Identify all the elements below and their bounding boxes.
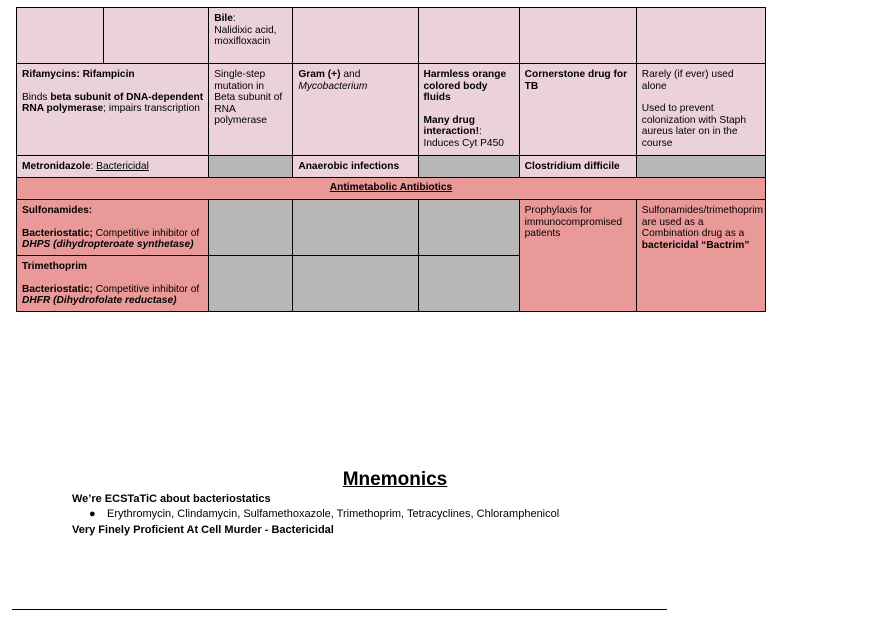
rifamycins-notes-cell [636,64,765,156]
trimethoprim-mechanism: Competitive inhibitor of [92,283,200,295]
sulfonamides-mechanism: Competitive inhibitor of [92,227,200,239]
trimethoprim-target: DHFR (Dihydrofolate reductase) [22,295,177,307]
antimetabolic-clinical-cell [519,200,636,312]
empty-cell [418,8,519,64]
metronidazole-spectrum: Anaerobic infections [298,161,400,172]
empty-cell [418,200,519,256]
trimethoprim-action: Bacteriostatic; [22,283,93,295]
rifamycins-note-2: Used to prevent colonization with Staph aureus later on in the course [641,103,746,149]
antimetabolic-notes-bold: bactericidal “Bactrim” [641,239,750,251]
empty-cell [519,8,636,64]
empty-cell [209,200,293,256]
rifamycins-mechanism-suffix: ; impairs transcription [103,103,200,115]
empty-cell [293,8,418,64]
rifamycins-spectrum-and: and [340,69,361,80]
rifamycins-clinical-use: Cornerstone drug for TB [524,69,628,92]
metronidazole-clinical-cell [519,156,636,178]
empty-cell [418,156,519,178]
metronidazole-action: Bactericidal [96,161,149,172]
antimetabolic-notes-cell [636,200,765,312]
mnemonic-bullet-item [89,508,559,520]
footer-divider [12,609,667,610]
antimetabolic-header-cell [17,178,766,200]
bile-cell: Bile: Nalidixic acid, moxifloxacin [209,8,293,64]
empty-cell [418,256,519,312]
table-row-rifamycins [17,64,766,156]
antimetabolic-clinical-use: Prophylaxis for immunocompromised patients [524,205,623,240]
rifamycins-clinical-cell [519,64,636,156]
rifamycins-name-cell [17,64,209,156]
bile-text: Nalidixic acid, moxifloxacin [214,24,277,48]
empty-cell [293,256,418,312]
rifamycins-mechanism-prefix: Binds [22,91,51,103]
rifamycins-resistance-cell [209,64,293,156]
antibiotics-table [16,7,766,312]
rifamycins-side-effect-2-colon: : [478,126,482,138]
sulfonamides-action: Bacteriostatic; [22,227,93,239]
bile-label: Bile [214,13,233,24]
mnemonic-bacteriostatic: We’re ECSTaTiC about bacteriostatics [72,493,271,505]
sulfonamides-name: Sulfonamides: [22,205,93,216]
sulfonamides-name-cell [17,200,209,256]
table-row-antimetabolic-header [17,178,766,200]
rifamycins-resistance: Single-step mutation in Beta subunit of RNA polymerase [214,69,283,127]
mnemonics-title: Mnemonics [342,469,448,490]
metronidazole-name: Metronidazole [22,161,91,172]
rifamycins-spectrum-gram: Gram (+) [298,69,341,80]
trimethoprim-name: Trimethoprim [22,261,88,272]
rifamycins-spectrum-cell [293,64,418,156]
table-row-bile [17,8,766,64]
rifamycins-mechanism-target: beta subunit of DNA-dependent RNA polymerase [22,91,204,115]
empty-cell [636,8,765,64]
table-row-metronidazole [17,156,766,178]
rifamycins-name: Rifamycins: Rifampicin [22,69,135,80]
metronidazole-clinical-use: Clostridium difficile [524,161,620,172]
empty-cell [17,8,104,64]
metronidazole-spectrum-cell [293,156,418,178]
metronidazole-name-cell [17,156,209,178]
metronidazole-separator: : [90,161,97,172]
empty-cell [636,156,765,178]
trimethoprim-name-cell [17,256,209,312]
mnemonic-bactericidal: Very Finely Proficient At Cell Murder - Bactericidal [72,524,334,536]
rifamycins-note-1: Rarely (if ever) used alone [641,69,734,92]
empty-cell [104,8,209,64]
mnemonic-bullet-text: Erythromycin, Clindamycin, Sulfamethoxazole, Trimethoprim, Tetracyclines, Chloramphenicol [107,508,560,520]
rifamycins-spectrum-myco: Mycobacterium [298,80,368,92]
rifamycins-side-effect-2: Many drug interaction! [423,114,479,138]
empty-cell [209,156,293,178]
antimetabolic-notes: Sulfonamides/trimethoprim are used as a Combination drug as a [641,205,763,240]
antimetabolic-header: Antimetabolic Antibiotics [329,182,453,193]
empty-cell [209,256,293,312]
rifamycins-side-effect-1: Harmless orange colored body fluids [423,69,507,104]
table-row-sulfonamides [17,200,766,256]
rifamycins-side-effect-2-note: Induces Cyt P450 [423,137,504,149]
bullet-icon: ● [89,508,96,520]
rifamycins-side-effects-cell [418,64,519,156]
sulfonamides-target: DHPS (dihydropteroate synthetase) [22,239,194,251]
empty-cell [293,200,418,256]
